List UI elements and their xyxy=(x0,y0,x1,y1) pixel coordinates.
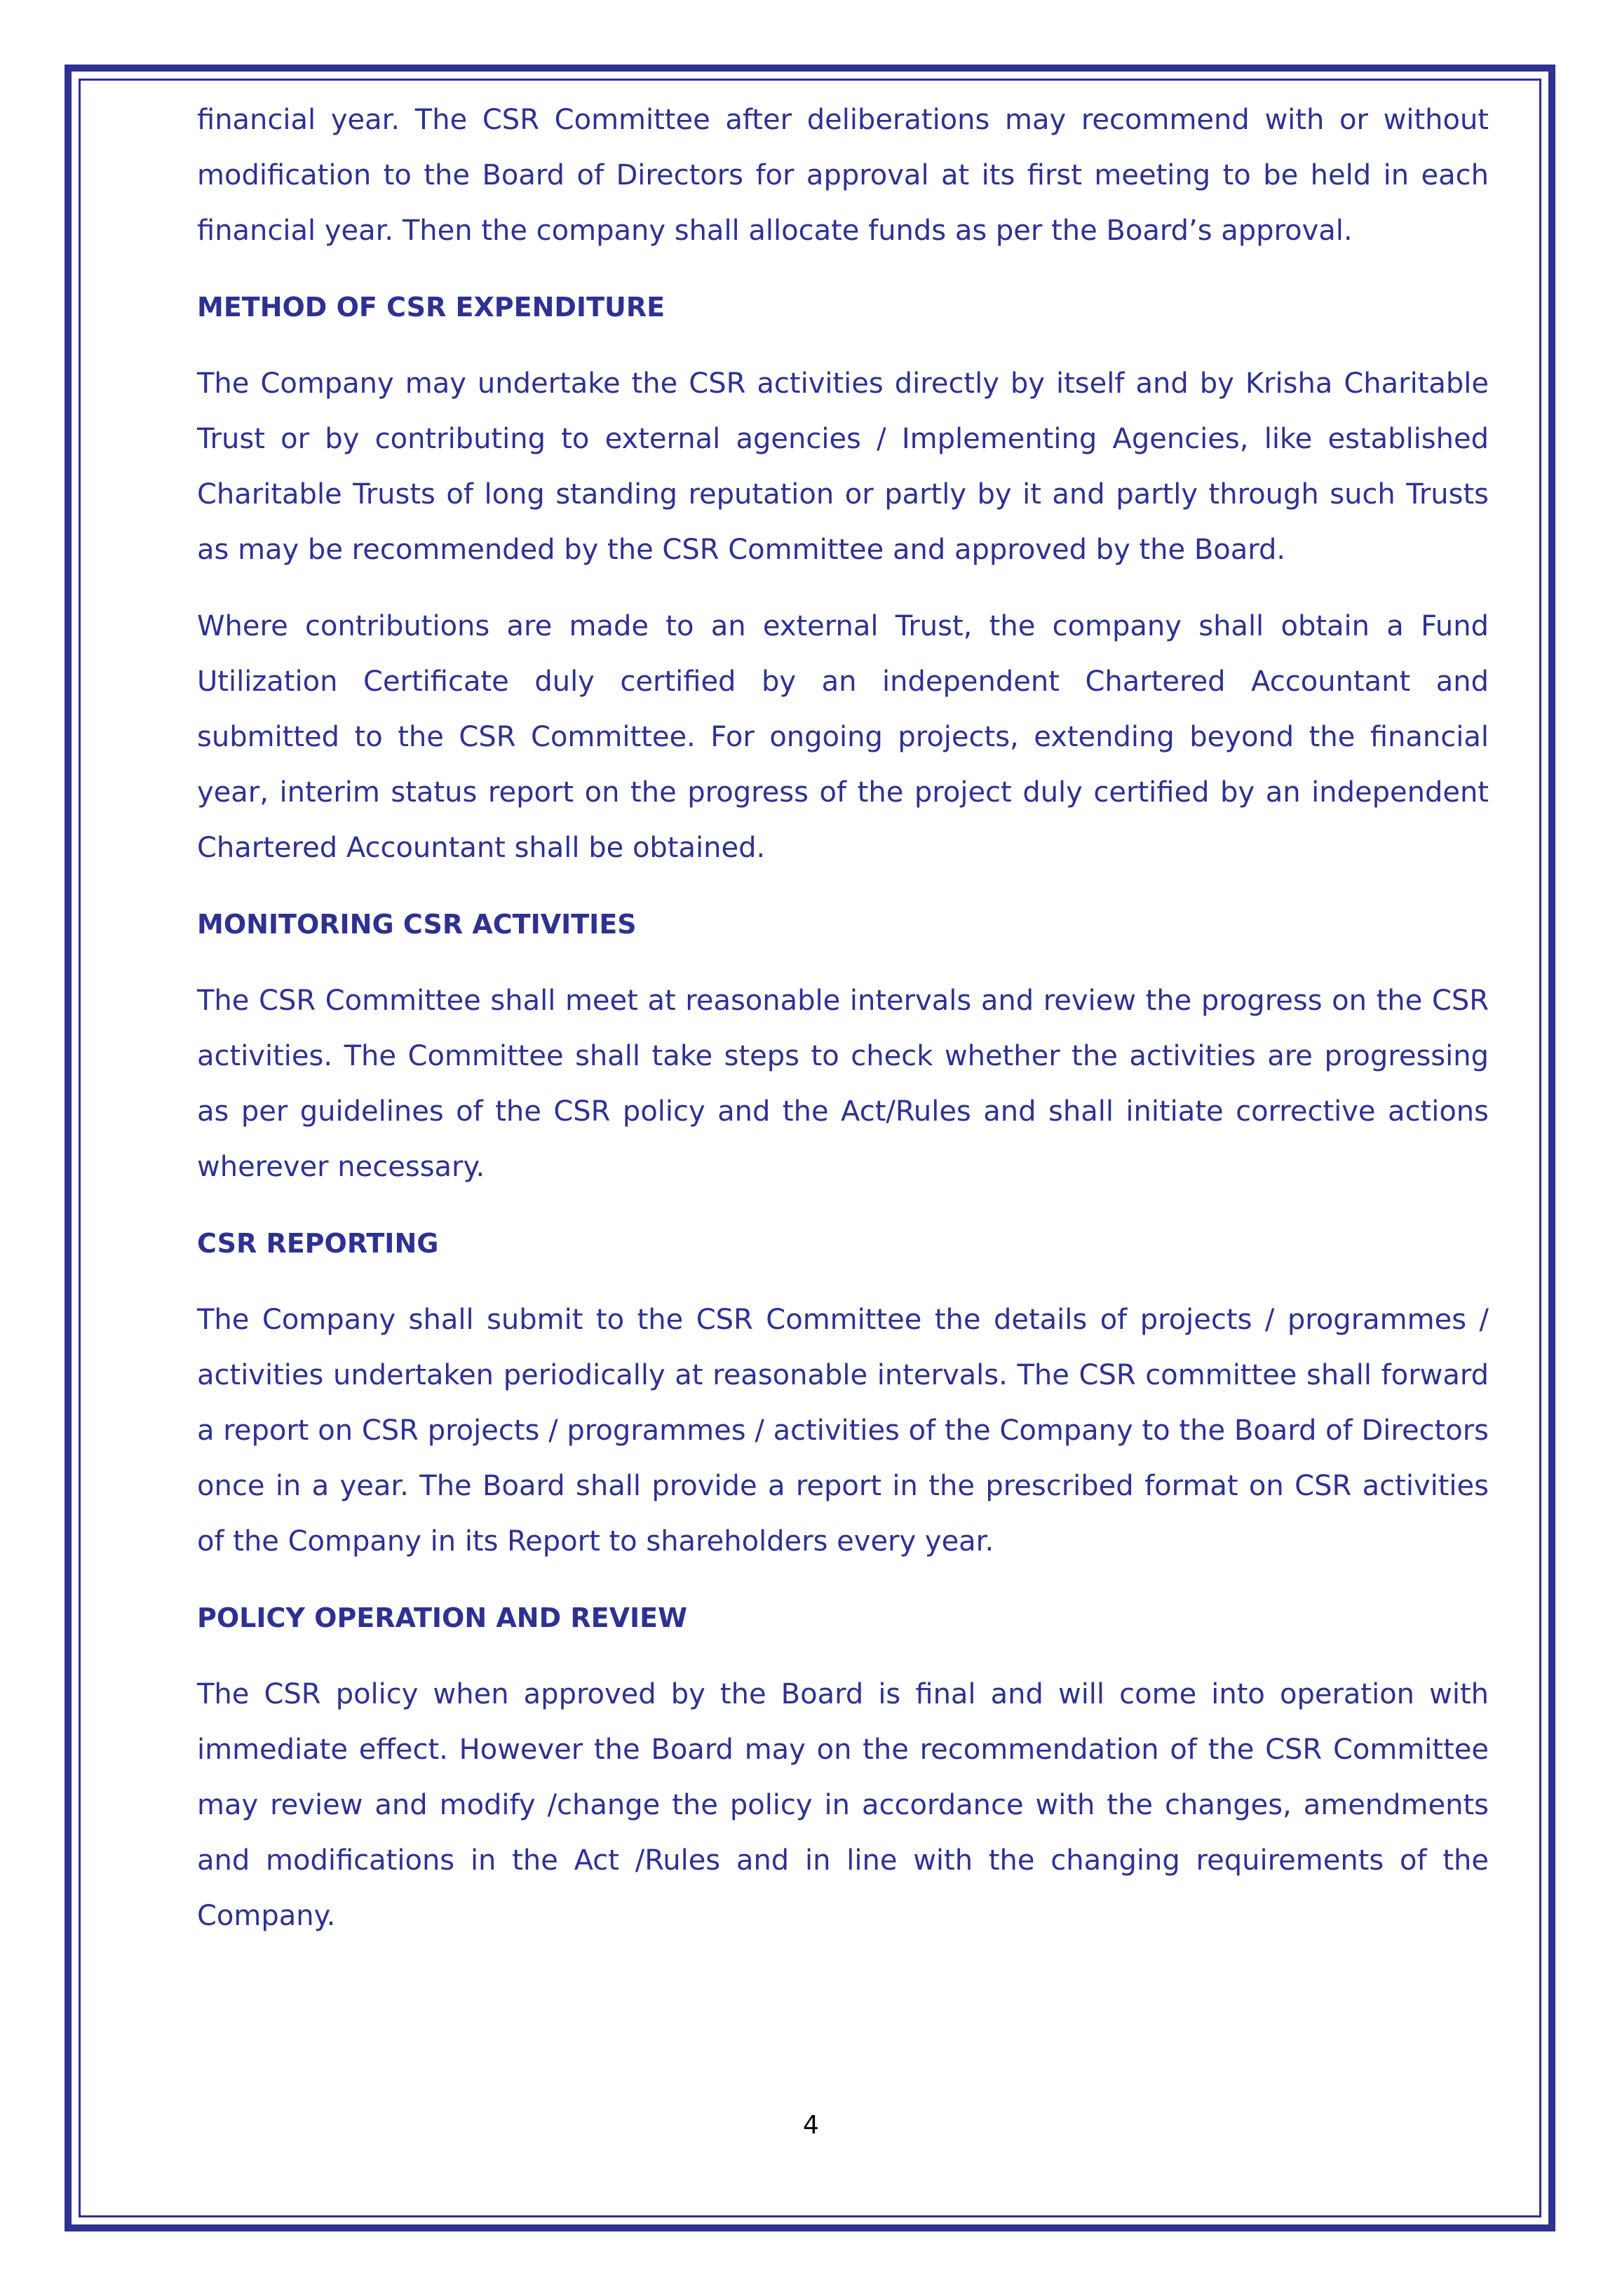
paragraph-fund-utilization-certificate: Where contributions are made to an external Trust, the company shall obtain a Fund Utilization Certificate duly certified by an independent Chartered Accountant and submitted to the CSR Committee. For ongoing projects, extending beyond the financial year, interim status report on the progress of the project duly certified by an independent Chartered Accountant shall be obtained. xyxy=(197,610,1489,864)
heading-policy-operation-and-review: POLICY OPERATION AND REVIEW xyxy=(197,1602,687,1633)
paragraph-reporting: The Company shall submit to the CSR Committee the details of projects / programmes / activities undertaken periodically at reasonable intervals. The CSR committee shall forward a report on CSR projects / programmes / activities of the Company to the Board of Directors once in a year. The Board shall provide a report in the prescribed format on CSR activities of the Company in its Report to shareholders every year. xyxy=(197,1304,1489,1558)
page-content xyxy=(197,93,1489,1965)
paragraph-funds-allocation: financial year. The CSR Committee after deliberations may recommend with or without modification to the Board of Directors for approval at its first meeting to be held in each financial year. Then the company shall allocate funds as per the Board’s approval. xyxy=(197,104,1489,247)
paragraph-monitoring: The CSR Committee shall meet at reasonable intervals and review the progress on the CSR activities. The Committee shall take steps to check whether the activities are progressing as per guidelines of the CSR policy and the Act/Rules and shall initiate corrective actions wherever necessary. xyxy=(197,985,1489,1183)
heading-method-of-csr-expenditure: METHOD OF CSR EXPENDITURE xyxy=(197,292,665,323)
paragraph-policy-review: The CSR policy when approved by the Board is final and will come into operation with immediate effect. However the Board may on the recommendation of the CSR Committee may review and modify /change the policy in accordance with the changes, amendments and modifications in the Act /Rules and in line with the changing requirements of the Company. xyxy=(197,1678,1489,1932)
paragraph-csr-activities-execution: The Company may undertake the CSR activities directly by itself and by Krisha Charitable Trust or by contributing to external agencies / Implementing Agencies, like established Charitable Trusts of long standing reputation or partly by it and partly through such Trusts as may be recommended by the CSR Committee and approved by the Board. xyxy=(197,367,1489,566)
heading-monitoring-csr-activities: MONITORING CSR ACTIVITIES xyxy=(197,909,637,940)
heading-csr-reporting: CSR REPORTING xyxy=(197,1228,439,1259)
page-number: 4 xyxy=(803,2111,819,2140)
